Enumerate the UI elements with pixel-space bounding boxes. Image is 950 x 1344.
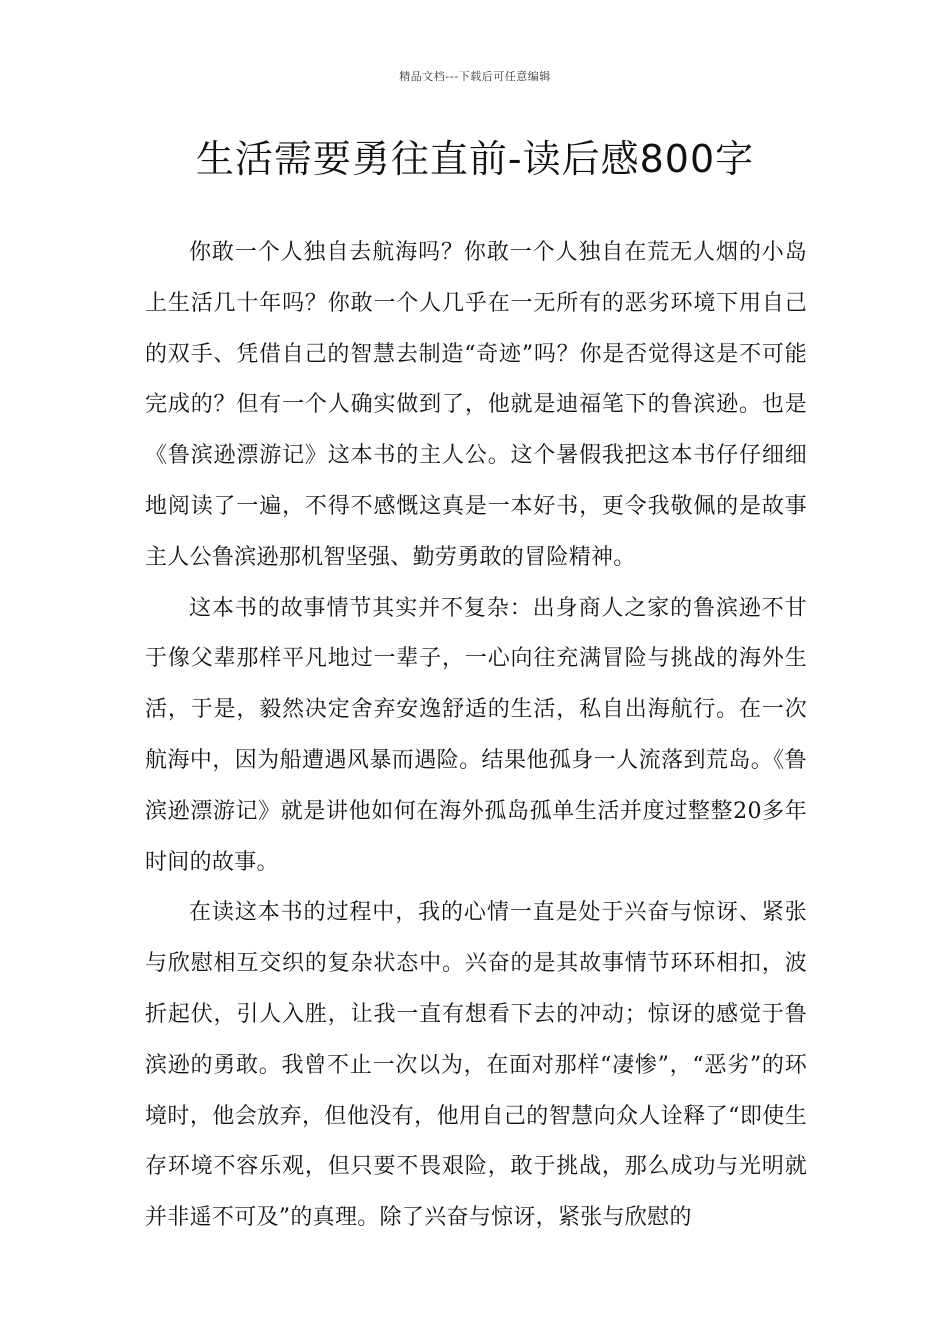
paragraph-1: 你敢一个人独自去航海吗？你敢一个人独自在荒无人烟的小岛上生活几十年吗？你敢一个人几乎在一无所有的恶劣环境下用自己的双手、凭借自己的智慧去制造“奇迹”吗？你是否觉得这是不可能完成的？但有一个人确实做到了，他就是迪福笔下的鲁滨逊。也是《鲁滨逊漂游记》这本书的主人公。这个暑假我把这本书仔仔细细地阅读了一遍，不得不感慨这真是一本好书，更令我敬佩的是故事主人公鲁滨逊那机智坚强、勤劳勇敢的冒险精神。 [145,240,807,570]
document-title: 生活需要勇往直前-读后感800字 [195,137,755,181]
paragraph-3: 在读这本书的过程中，我的心情一直是处于兴奋与惊讶、紧张与欣慰相互交织的复杂状态中。兴奋的是其故事情节环环相扣，波折起伏，引人入胜，让我一直有想看下去的冲动；惊讶的感觉于鲁滨逊的勇敢。我曾不止一次以为，在面对那样“凄惨”，“恶劣”的环境时，他会放弃，但他没有，他用自己的智慧向众人诠释了“即使生存环境不容乐观，但只要不畏艰险，敢于挑战，那么成功与光明就并非遥不可及”的真理。除了兴奋与惊讶，紧张与欣慰的 [145,900,807,1231]
paragraph-2: 这本书的故事情节其实并不复杂：出身商人之家的鲁滨逊不甘于像父辈那样平凡地过一辈子，一心向往充满冒险与挑战的海外生活，于是，毅然决定舍弃安逸舒适的生活，私自出海航行。在一次航海中，因为船遭遇风暴而遇险。结果他孤身一人流落到荒岛。《鲁滨逊漂游记》就是讲他如何在海外孤岛孤单生活并度过整整20多年时间的故事。 [145,595,807,875]
header-note: 精品文档---下载后可任意编辑 [399,70,551,83]
document-body [145,228,807,1244]
